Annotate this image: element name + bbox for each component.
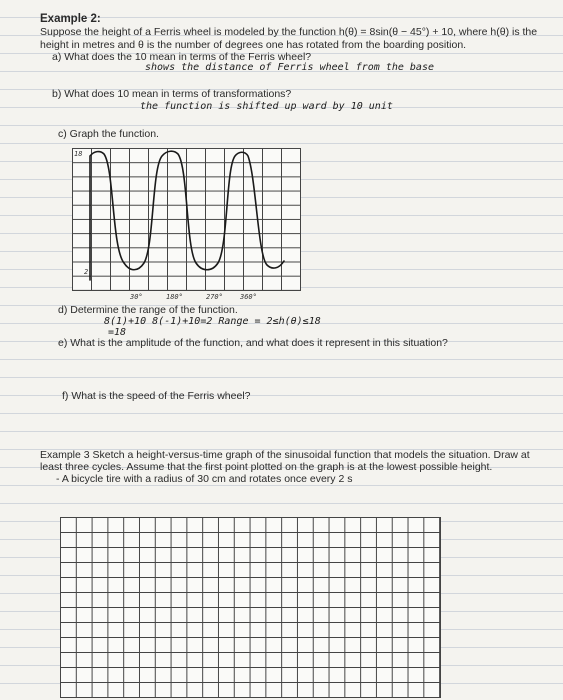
answer-b-handwritten: the function is shifted up ward by 10 unit (140, 101, 393, 112)
example2-title: Example 2: (40, 13, 101, 25)
question-c: c) Graph the function. (58, 128, 159, 140)
example3-line2: least three cycles. Assume that the first point plotted on the graph is at the lowest possible height. (40, 461, 493, 473)
question-d: d) Determine the range of the function. (58, 304, 238, 316)
answer-a-handwritten: shows the distance of Ferris wheel from the base (145, 62, 434, 73)
example3-bullet: - A bicycle tire with a radius of 30 cm and rotates once every 2 s (56, 473, 353, 485)
sinusoid-sketch (72, 148, 300, 290)
answer-d-handwritten: 8(1)+10 8(-1)+10=2 Range = 2≤h(θ)≤18 (104, 316, 321, 327)
x-label-2: 180° (166, 293, 183, 301)
question-e: e) What is the amplitude of the function, and what does it represent in this situation? (58, 337, 448, 349)
y-max-label: 18 (74, 150, 83, 158)
answer-d-line2: =18 (108, 327, 127, 338)
x-label-4: 360° (240, 293, 257, 301)
example2-intro-line1: Suppose the height of a Ferris wheel is modeled by the function h(θ) = 8sin(θ − 45°) + 10, where h(θ) is the (40, 26, 538, 38)
example3-line1: Example 3 Sketch a height-versus-time graph of the sinusoidal function that models the situation. Draw at (40, 449, 530, 461)
y-min-label: 2 (84, 268, 89, 276)
question-a: a) What does the 10 mean in terms of the Ferris wheel? (52, 51, 312, 63)
blank-graph-grid (60, 517, 441, 698)
question-b: b) What does 10 mean in terms of transformations? (52, 88, 292, 100)
question-f: f) What is the speed of the Ferris wheel? (62, 390, 251, 402)
x-label-3: 270° (206, 293, 223, 301)
x-label-1: 30° (130, 293, 143, 301)
example2-intro-line2: height in metres and θ is the number of degrees one has rotated from the boarding position. (40, 39, 467, 51)
